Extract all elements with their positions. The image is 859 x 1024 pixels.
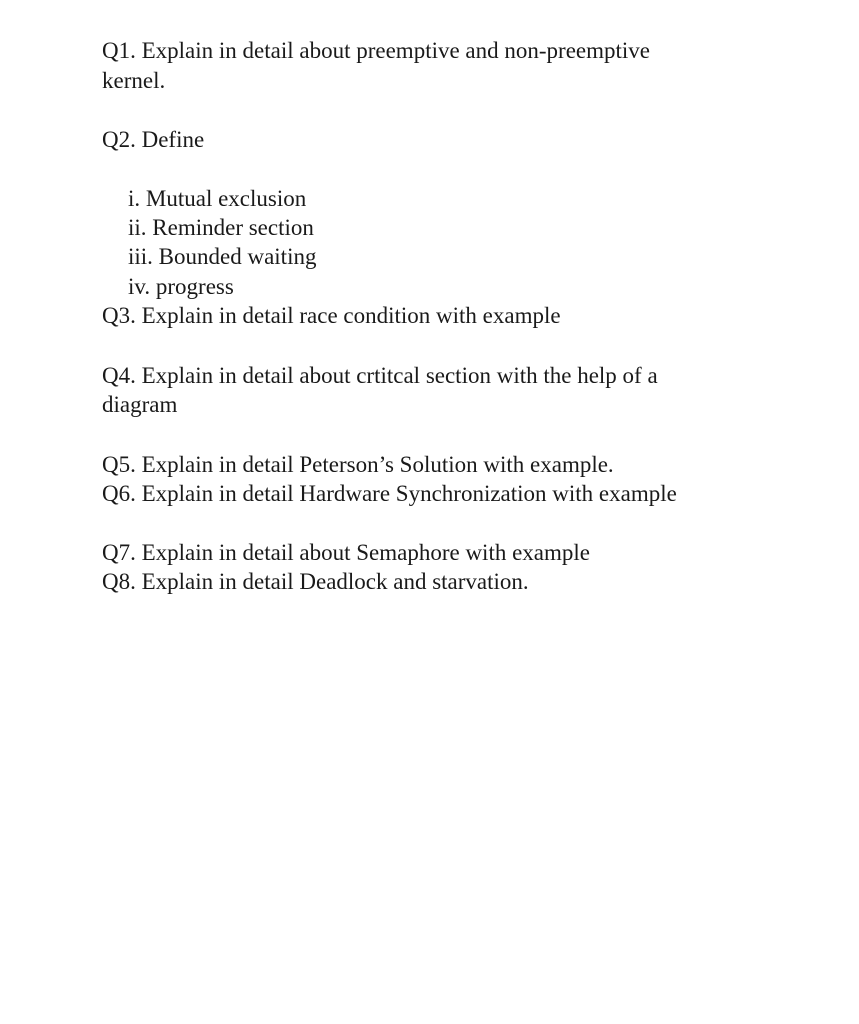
question-1-line-2: kernel. — [102, 68, 166, 93]
question-2-item-2: ii. Reminder section — [128, 215, 314, 240]
question-5: Q5. Explain in detail Peterson’s Solution with example. — [102, 452, 614, 477]
question-1-line-1: Q1. Explain in detail about preemptive and non-preemptive — [102, 38, 651, 63]
question-2-item-3: iii. Bounded waiting — [128, 244, 317, 269]
question-6: Q6. Explain in detail Hardware Synchronization with example — [102, 481, 677, 506]
question-8: Q8. Explain in detail Deadlock and starvation. — [102, 569, 529, 594]
question-4-line-2: diagram — [102, 392, 178, 417]
question-3: Q3. Explain in detail race condition with example — [102, 303, 561, 328]
question-2-item-1: i. Mutual exclusion — [128, 186, 307, 211]
question-4-line-1: Q4. Explain in detail about crtitcal section with the help of a — [102, 363, 658, 388]
question-7: Q7. Explain in detail about Semaphore with example — [102, 540, 590, 565]
question-2-item-4: iv. progress — [128, 274, 234, 299]
question-2-title: Q2. Define — [102, 127, 205, 152]
